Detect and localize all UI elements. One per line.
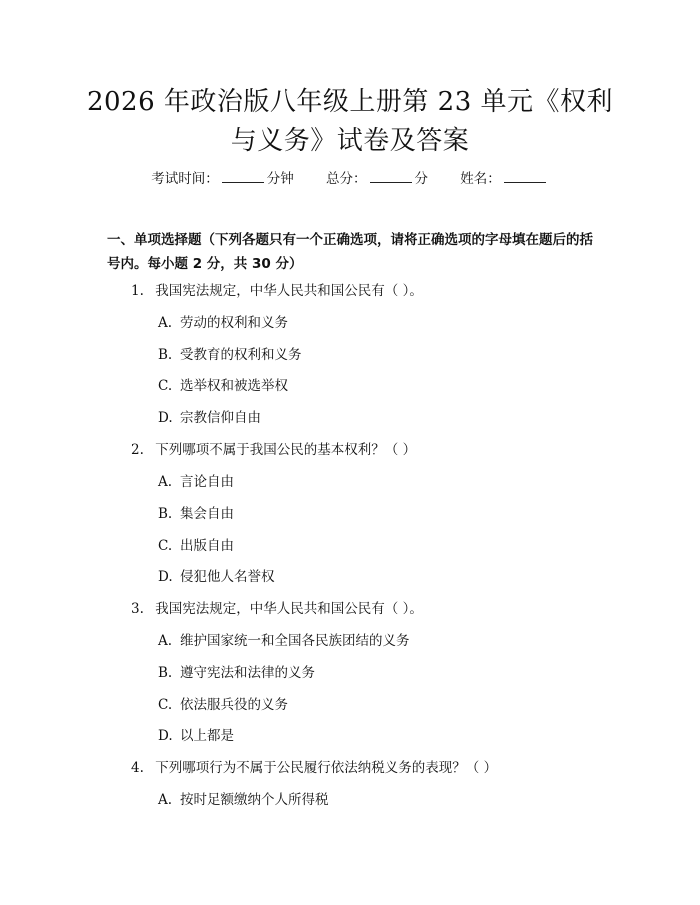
section-heading: 一、单项选择题（下列各题只有一个正确选项，请将正确选项的字母填在题后的括号内。每小题 2 分，共 30 分） [107, 232, 593, 272]
option-text: 出版自由 [180, 538, 234, 554]
question-text: 我国宪法规定，中华人民共和国公民有（ ）。 [155, 283, 423, 299]
question-number: 3. [131, 601, 144, 617]
question-text: 下列哪项不属于我国公民的基本权利？（ ） [155, 442, 417, 458]
option-letter: D. [158, 728, 173, 744]
option-letter: C. [158, 538, 173, 554]
question-2-option-a[interactable] [158, 472, 234, 492]
question-1-option-b[interactable] [158, 345, 302, 365]
option-text: 言论自由 [180, 474, 234, 490]
question-number: 2. [131, 442, 144, 458]
option-letter: C. [158, 378, 173, 394]
option-text: 依法服兵役的义务 [180, 697, 288, 713]
option-letter: A. [158, 792, 173, 808]
exam-time-group [151, 170, 294, 188]
question-number: 4. [131, 760, 144, 776]
option-letter: D. [158, 569, 173, 585]
question-text: 我国宪法规定，中华人民共和国公民有（ ）。 [155, 601, 423, 617]
question-1-option-c[interactable] [158, 376, 288, 396]
exam-time-unit: 分钟 [266, 171, 294, 187]
option-text: 维护国家统一和全国各民族团结的义务 [180, 633, 410, 649]
option-letter: B. [158, 506, 173, 522]
question-2 [131, 440, 416, 460]
exam-time-label: 考试时间： [151, 171, 219, 187]
exam-time-blank[interactable] [222, 170, 264, 183]
option-text: 按时足额缴纳个人所得税 [180, 792, 329, 808]
total-score-blank[interactable] [370, 170, 412, 183]
question-number: 1. [131, 283, 144, 299]
question-4-option-a[interactable] [158, 790, 329, 810]
question-1-option-a[interactable] [158, 313, 288, 333]
exam-title-line-2: 与义务》试卷及答案 [230, 126, 470, 156]
option-letter: A. [158, 315, 173, 331]
option-text: 以上都是 [180, 728, 234, 744]
total-score-label: 总分： [326, 171, 367, 187]
question-2-option-c[interactable] [158, 536, 234, 556]
question-4 [131, 758, 497, 778]
total-score-group [326, 170, 428, 188]
option-text: 侵犯他人名誉权 [180, 569, 275, 585]
option-letter: A. [158, 474, 173, 490]
student-name-blank[interactable] [504, 170, 546, 183]
student-name-group [460, 170, 549, 188]
question-1 [131, 281, 423, 301]
question-3-option-b[interactable] [158, 663, 315, 683]
option-letter: A. [158, 633, 173, 649]
option-text: 宗教信仰自由 [180, 410, 261, 426]
option-letter: C. [158, 697, 173, 713]
question-text: 下列哪项行为不属于公民履行依法纳税义务的表现？（ ） [155, 760, 498, 776]
option-letter: B. [158, 665, 173, 681]
question-2-option-d[interactable] [158, 567, 275, 587]
option-text: 选举权和被选举权 [180, 378, 288, 394]
total-score-unit: 分 [414, 171, 428, 187]
question-3-option-d[interactable] [158, 726, 234, 746]
question-1-option-d[interactable] [158, 408, 261, 428]
exam-title-line-1: 2026 年政治版八年级上册第 23 单元《权利 [86, 87, 614, 117]
option-text: 集会自由 [180, 506, 234, 522]
option-letter: D. [158, 410, 173, 426]
question-3-option-c[interactable] [158, 695, 288, 715]
question-3 [131, 599, 423, 619]
exam-info-line [0, 170, 700, 188]
question-3-option-a[interactable] [158, 631, 410, 651]
option-text: 受教育的权利和义务 [180, 347, 302, 363]
option-letter: B. [158, 347, 173, 363]
option-text: 遵守宪法和法律的义务 [180, 665, 315, 681]
option-text: 劳动的权利和义务 [180, 315, 288, 331]
student-name-label: 姓名： [460, 171, 501, 187]
question-2-option-b[interactable] [158, 504, 234, 524]
